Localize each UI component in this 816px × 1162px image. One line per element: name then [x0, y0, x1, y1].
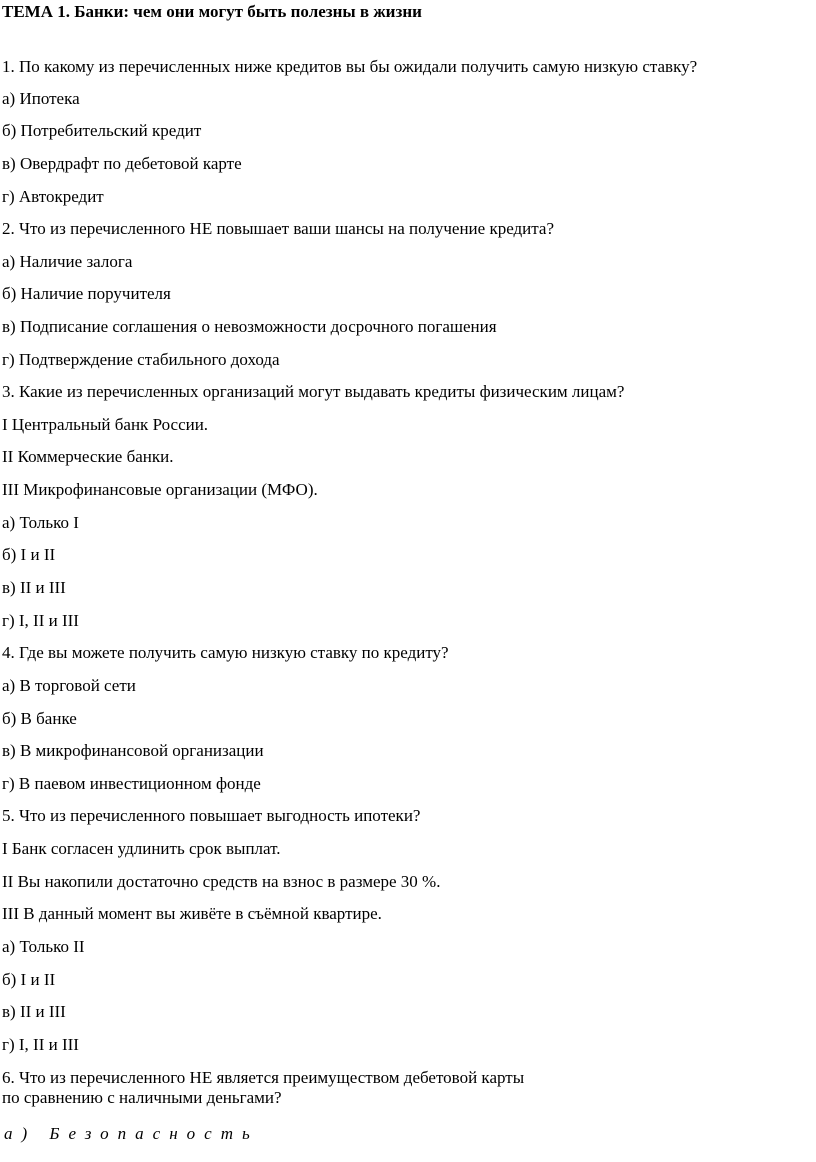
question-6-cont: по сравнению с наличными деньгами?	[2, 1088, 282, 1107]
question-2: 2. Что из перечисленного НЕ повышает ваши шансы на получение кредита?	[2, 219, 554, 238]
answer-option: в) II и III	[2, 578, 66, 597]
answer-option: б) Наличие поручителя	[2, 284, 171, 303]
answer-option: в) В микрофинансовой организации	[2, 741, 264, 760]
statement-item: II Вы накопили достаточно средств на взнос в размере 30 %.	[2, 872, 441, 891]
question-4: 4. Где вы можете получить самую низкую ставку по кредиту?	[2, 643, 449, 662]
statement-item: I Центральный банк России.	[2, 415, 209, 434]
answer-option: б) I и II	[2, 970, 56, 989]
statement-item: I Банк согласен удлинить срок выплат.	[2, 839, 281, 858]
question-1: 1. По какому из перечисленных ниже кредитов вы бы ожидали получить самую низкую ставку?	[2, 57, 698, 76]
answer-option: а) Ипотека	[2, 89, 80, 108]
answer-option: б) В банке	[2, 709, 77, 728]
statement-item: III Микрофинансовые организации (МФО).	[2, 480, 318, 499]
document-title: ТЕМА 1. Банки: чем они могут быть полезны в жизни	[2, 2, 422, 21]
answer-option-cutoff: а) Безопасность	[4, 1124, 259, 1143]
answer-option: б) I и II	[2, 545, 56, 564]
answer-option: а) Только I	[2, 513, 79, 532]
answer-option: в) Подписание соглашения о невозможности досрочного погашения	[2, 317, 497, 336]
question-5: 5. Что из перечисленного повышает выгодность ипотеки?	[2, 806, 421, 825]
answer-option: а) Только II	[2, 937, 85, 956]
answer-option: г) I, II и III	[2, 611, 79, 630]
answer-option: б) Потребительский кредит	[2, 121, 202, 140]
answer-option: г) I, II и III	[2, 1035, 79, 1054]
answer-option: а) Наличие залога	[2, 252, 133, 271]
question-6: 6. Что из перечисленного НЕ является преимуществом дебетовой карты	[2, 1068, 525, 1087]
answer-option: в) Овердрафт по дебетовой карте	[2, 154, 242, 173]
answer-option: г) Подтверждение стабильного дохода	[2, 350, 280, 369]
question-3: 3. Какие из перечисленных организаций могут выдавать кредиты физическим лицам?	[2, 382, 625, 401]
answer-option: в) II и III	[2, 1002, 66, 1021]
statement-item: III В данный момент вы живёте в съёмной квартире.	[2, 904, 382, 923]
answer-option: г) Автокредит	[2, 187, 104, 206]
statement-item: II Коммерческие банки.	[2, 447, 174, 466]
answer-option: г) В паевом инвестиционном фонде	[2, 774, 261, 793]
answer-option: а) В торговой сети	[2, 676, 136, 695]
